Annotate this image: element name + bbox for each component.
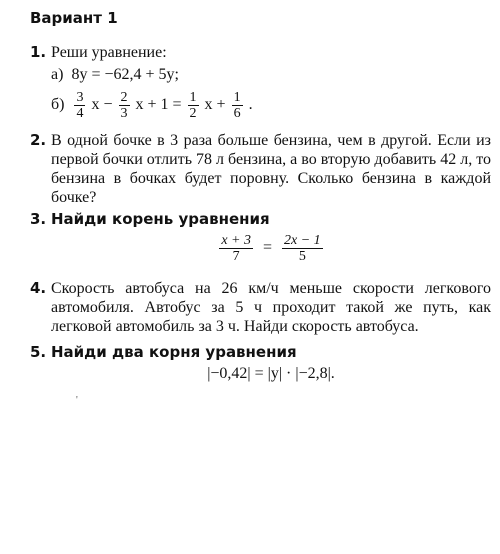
fraction: $\frac{1}{6}$ bbox=[233, 90, 241, 121]
task-number: 3. bbox=[30, 210, 47, 228]
fraction: $\frac{2x - 1}{5}$ bbox=[284, 233, 321, 264]
item-label: а) bbox=[51, 66, 64, 83]
variant-title: Вариант 1 bbox=[30, 9, 118, 27]
task-1b bbox=[51, 90, 491, 121]
task-heading: Реши уравнение: bbox=[51, 44, 167, 61]
task-number: 2. bbox=[30, 131, 47, 149]
fraction: $\frac{2}{3}$ bbox=[120, 90, 128, 121]
equation: 8y = −62,4 + 5y; bbox=[71, 66, 179, 83]
task-number: 5. bbox=[30, 343, 47, 361]
equation: $\frac{3}{4}$ x − $\frac{2}{3}$ x + 1 = $\frac{1}{2}$ x + $\frac{1}{6}$ . bbox=[76, 90, 253, 121]
item-label: б) bbox=[51, 96, 65, 114]
fraction: $\frac{x + 3}{7}$ bbox=[221, 233, 251, 264]
equation: $\frac{x + 3}{7}$ = $\frac{2x - 1}{5}$ bbox=[221, 233, 321, 264]
equation: |−0,42| = |y| · |−2,8|. bbox=[207, 365, 335, 382]
stray-mark: ' bbox=[76, 395, 78, 406]
fraction: $\frac{1}{2}$ bbox=[189, 90, 197, 121]
task-heading: Найди два корня уравнения bbox=[51, 343, 297, 361]
task-text: Скорость автобуса на 26 км/ч меньше скорости легкового автомобиля. Автобус за 5 ч проходит такой же путь, как легковой автомобиль за 3 ч. Найди скорость автобуса. bbox=[51, 280, 491, 335]
task-text: В одной бочке в 3 раза больше бензина, чем в другой. Если из первой бочки отлить 78 л бензина, а во вторую добавить 42 л, то бензина в бочках будет поровну. Сколько бензина в каждой бочке? bbox=[51, 132, 491, 206]
fraction: $\frac{3}{4}$ bbox=[76, 90, 84, 121]
task-1a bbox=[51, 65, 491, 84]
task-number: 4. bbox=[30, 279, 47, 297]
task-heading: Найди корень уравнения bbox=[51, 210, 270, 228]
task-number: 1. bbox=[30, 43, 47, 61]
